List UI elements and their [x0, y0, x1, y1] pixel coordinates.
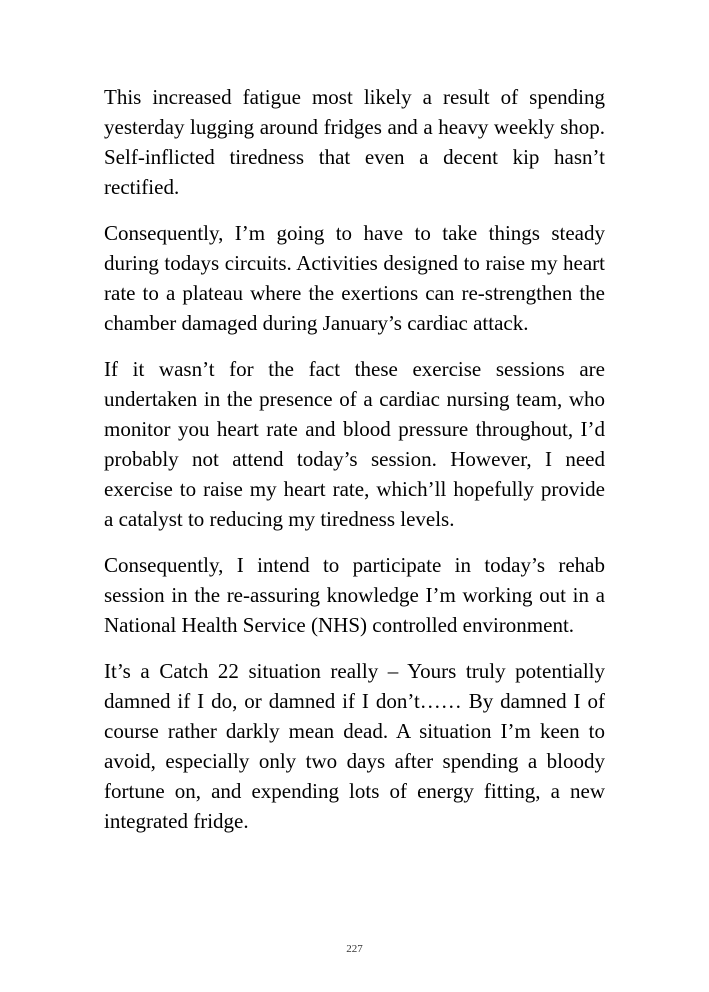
- page-number: 227: [346, 943, 363, 955]
- paragraph-4: Consequently, I intend to participate in today’s rehab session in the re-assuring knowledge I’m working out in a National Health Service (NHS) controlled environment.: [104, 553, 605, 637]
- page-body: [104, 82, 605, 852]
- paragraph-5: It’s a Catch 22 situation really – Yours truly potentially damned if I do, or damned if I don’t…… By damned I of course rather darkly mean dead. A situation I’m keen to avoid, especially only two days after spending a bloody fortune on, and expending lots of energy fitting, a new integrated fridge.: [104, 659, 605, 833]
- paragraph-1: This increased fatigue most likely a result of spending yesterday lugging around fridges and a heavy weekly shop. Self-inflicted tiredness that even a decent kip hasn’t rectified.: [104, 85, 605, 199]
- paragraph-2: Consequently, I’m going to have to take things steady during todays circuits. Activities designed to raise my heart rate to a plateau where the exertions can re-strengthen the chamber damaged during January’s cardiac attack.: [104, 221, 605, 335]
- paragraph-3: If it wasn’t for the fact these exercise sessions are undertaken in the presence of a cardiac nursing team, who monitor you heart rate and blood pressure throughout, I’d probably not attend today’s session. However, I need exercise to raise my heart rate, which’ll hopefully provide a catalyst to reducing my tiredness levels.: [104, 357, 605, 531]
